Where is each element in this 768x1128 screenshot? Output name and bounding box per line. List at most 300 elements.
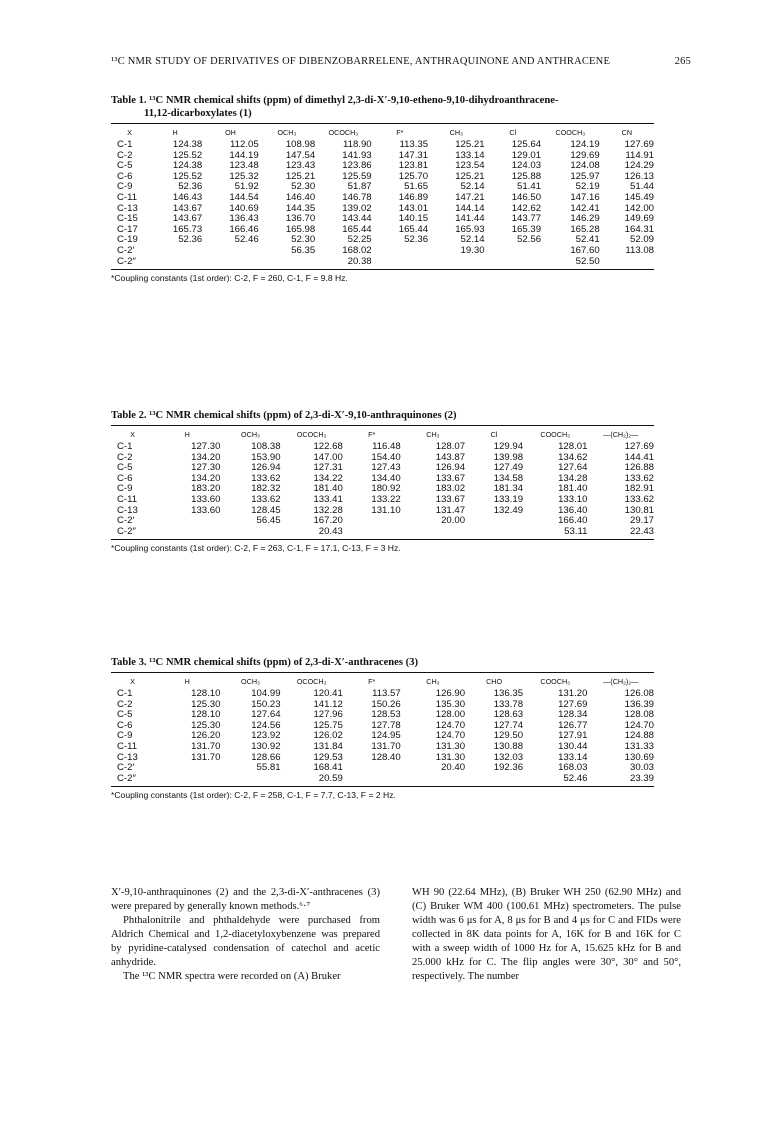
- table-cell: 128.40: [371, 751, 401, 763]
- table-cell: 166.46: [229, 223, 259, 235]
- table-cell: 146.40: [285, 191, 316, 203]
- row-label: C-2′: [117, 762, 135, 774]
- paragraph: Phthalonitrile and phthaldehyde were purchased from Aldrich Chemical and 1,2-diacetyloxybenzene was prepared by pyridine-catalysed condensation of catechol and acetic anhydride.: [111, 915, 380, 968]
- table-cell: 147.00: [313, 451, 343, 463]
- page-number: 265: [674, 56, 691, 67]
- table-cell: [220, 527, 280, 538]
- table-cell: [465, 516, 523, 527]
- table-cell: 52.09: [629, 234, 654, 246]
- row-label: C-9: [117, 483, 133, 495]
- table-cell: 112.05: [230, 139, 259, 150]
- row-label: C-17: [117, 223, 138, 235]
- table-cell: 52.30: [291, 234, 316, 246]
- table-2-caption-line1: Table 2. ¹³C NMR chemical shifts (ppm) of 2,3-di-X′-9,10-anthraquinones (2): [111, 410, 457, 421]
- table-cell: 51.87: [347, 181, 372, 193]
- row-label: C-6: [117, 719, 133, 731]
- column-header: X: [127, 127, 132, 137]
- table-cell: 136.40: [558, 504, 588, 516]
- table-cell: 125.88: [511, 170, 542, 182]
- column-header: F*: [368, 676, 376, 686]
- table-cell: 139.02: [342, 202, 372, 214]
- table-cell: [154, 516, 221, 527]
- table-row: [111, 689, 654, 700]
- table-cell: 127.30: [191, 441, 221, 452]
- table-cell: 127.69: [624, 139, 654, 150]
- table-cell: 136.39: [624, 698, 654, 710]
- table-cell: 134.22: [313, 472, 343, 484]
- table-cell: 104.99: [251, 688, 281, 699]
- table-cell: 19.30: [460, 244, 485, 256]
- table-cell: 153.90: [251, 451, 281, 463]
- table-1-caption-line1: Table 1. ¹³C NMR chemical shifts (ppm) of dimethyl 2,3-di-X′-9,10-etheno-9,10-dihydroanthracene-: [111, 95, 559, 106]
- table-cell: [154, 763, 221, 774]
- table-cell: 124.38: [172, 160, 203, 172]
- table-cell: 125.21: [285, 170, 316, 182]
- table-cell: 126.13: [624, 170, 654, 182]
- row-label: C-2: [117, 149, 133, 161]
- column-header: CH₃: [426, 429, 440, 439]
- table-cell: 127.78: [371, 719, 401, 731]
- table-cell: [485, 246, 541, 257]
- table-cell: 168.02: [342, 244, 372, 256]
- column-header: X: [130, 429, 135, 439]
- running-title: ¹³C NMR STUDY OF DERIVATIVES OF DIBENZOBARRELENE, ANTHRAQUINONE AND ANTHRACENE: [111, 56, 611, 67]
- row-label: C-19: [117, 234, 138, 246]
- table-cell: 165.44: [398, 223, 429, 235]
- table-cell: 129.01: [511, 149, 542, 161]
- table-cell: 146.29: [570, 213, 600, 225]
- table-cell: 146.43: [172, 191, 203, 203]
- table-cell: 125.59: [342, 170, 372, 182]
- table-cell: 125.52: [172, 170, 203, 182]
- table-cell: 128.08: [624, 709, 654, 721]
- table-cell: 126.88: [624, 462, 654, 474]
- table-cell: 131.70: [371, 740, 401, 752]
- table-cell: 128.53: [371, 709, 401, 721]
- table-cell: 128.01: [558, 441, 588, 452]
- table-cell: 114.91: [625, 149, 654, 161]
- table-cell: 133.62: [624, 493, 654, 505]
- table-cell: 127.43: [371, 462, 401, 474]
- table-cell: 165.98: [285, 223, 316, 235]
- table-cell: [485, 257, 541, 268]
- table-cell: 123.86: [342, 160, 372, 172]
- table-cell: 52.36: [178, 181, 203, 193]
- table-cell: 126.08: [624, 688, 654, 699]
- table-2-footnote: *Coupling constants (1st order): C-2, F = 263, C-1, F = 17.1, C-13, F = 3 Hz.: [111, 543, 401, 554]
- table-cell: 150.26: [371, 698, 401, 710]
- table-cell: 108.98: [285, 139, 316, 150]
- table-cell: 132.03: [493, 751, 524, 763]
- table-2-block: [111, 409, 654, 553]
- table-cell: 52.30: [291, 181, 316, 193]
- table-row: [111, 495, 654, 506]
- table-1-caption-line2: 11,12-dicarboxylates (1): [144, 108, 252, 119]
- table-cell: 183.02: [435, 483, 466, 495]
- table-cell: [401, 527, 465, 538]
- table-cell: 127.74: [493, 719, 524, 731]
- table-1-caption: [111, 94, 654, 120]
- column-header: —(CH₂)₂—: [603, 676, 639, 686]
- table-1: [111, 124, 654, 267]
- table-cell: 133.62: [624, 472, 654, 484]
- row-label: C-5: [117, 462, 133, 474]
- row-label: C-6: [117, 472, 133, 484]
- table-cell: 129.50: [493, 730, 524, 742]
- table-row: [111, 257, 654, 268]
- table-cell: 127.69: [558, 698, 588, 710]
- table-cell: 134.40: [371, 472, 401, 484]
- paragraph: WH 90 (22.64 MHz), (B) Bruker WH 250 (62.90 MHz) and (C) Bruker WM 400 (100.61 MHz) spectrometers. The pulse width was 6 μs for A, 8 μs for B and 4 μs for C and FIDs were collected in 8K data points for A, 16K for B and 16K for C with a sweep width of 1000 Hz for A, 15.625 kHz for B and 25.000 kHz for C. The flip angles were 30°, 30° and 50°, respectively. The number: [412, 887, 681, 982]
- table-cell: 131.10: [371, 504, 401, 516]
- table-row: [111, 774, 654, 785]
- table-cell: 128.10: [191, 688, 221, 699]
- table-cell: 129.94: [493, 441, 524, 452]
- row-label: C-2″: [117, 525, 136, 537]
- table-cell: 52.41: [575, 234, 600, 246]
- table-cell: 166.40: [558, 515, 588, 527]
- table-cell: 165.93: [455, 223, 485, 235]
- table-cell: 133.22: [371, 493, 401, 505]
- table-cell: [372, 257, 428, 268]
- table-cell: 125.30: [191, 719, 221, 731]
- table-cell: 51.65: [404, 181, 429, 193]
- table-cell: [154, 774, 221, 785]
- table-row: [111, 246, 654, 257]
- table-cell: 52.36: [178, 234, 203, 246]
- table-cell: [148, 257, 202, 268]
- column-header: OH: [225, 127, 236, 137]
- column-header: COOCH₃: [540, 676, 571, 686]
- table-cell: 52.14: [460, 181, 485, 193]
- table-cell: 116.48: [372, 441, 401, 452]
- table-header-row: [111, 673, 654, 689]
- table-cell: 144.35: [285, 202, 316, 214]
- table-cell: 123.81: [398, 160, 429, 172]
- column-header: OCH₃: [277, 127, 297, 137]
- column-header: OCH₃: [241, 429, 260, 439]
- table-2-bottom-rule: [111, 539, 654, 540]
- row-label: C-11: [117, 191, 138, 203]
- table-cell: 182.91: [624, 483, 654, 495]
- column-header: Cl: [490, 429, 498, 439]
- column-header: OCOCH₃: [296, 429, 327, 439]
- table-cell: 124.95: [371, 730, 401, 742]
- table-row: [111, 140, 654, 151]
- column-header: OCOCH₃: [296, 676, 327, 686]
- table-cell: 133.62: [251, 472, 281, 484]
- table-cell: 51.92: [234, 181, 259, 193]
- table-cell: 113.35: [399, 139, 429, 150]
- table-cell: 144.19: [229, 149, 259, 161]
- table-cell: 125.52: [172, 149, 203, 161]
- row-label: C-5: [117, 160, 133, 172]
- table-cell: 142.41: [570, 202, 600, 214]
- table-cell: 146.89: [398, 191, 429, 203]
- table-cell: 141.12: [313, 698, 343, 710]
- table-cell: 52.25: [347, 234, 372, 246]
- table-cell: 122.68: [313, 441, 343, 452]
- table-cell: 164.31: [624, 223, 654, 235]
- table-cell: 52.14: [460, 234, 485, 246]
- table-cell: 20.00: [441, 515, 466, 527]
- table-cell: 146.78: [342, 191, 372, 203]
- table-cell: 144.41: [624, 451, 654, 463]
- table-cell: 126.94: [251, 462, 281, 474]
- table-2: [111, 426, 654, 537]
- body-column-left: [111, 886, 380, 984]
- table-row: [111, 193, 654, 204]
- table-cell: 127.96: [313, 709, 343, 721]
- table-cell: 126.20: [191, 730, 221, 742]
- table-3-footnote: *Coupling constants (1st order): C-2, F = 258, C-1, F = 7.7, C-13, F = 2 Hz.: [111, 790, 396, 801]
- table-cell: 180.92: [371, 483, 401, 495]
- row-label: C-11: [117, 493, 138, 505]
- table-cell: 113.57: [372, 688, 401, 699]
- row-label: C-1: [117, 441, 133, 452]
- table-cell: 131.70: [191, 751, 221, 763]
- table-cell: 124.03: [511, 160, 542, 172]
- table-cell: 133.78: [493, 698, 524, 710]
- table-cell: 147.31: [398, 149, 429, 161]
- column-header: COOCH₃: [555, 127, 586, 137]
- table-cell: 147.54: [285, 149, 316, 161]
- column-header: H: [184, 676, 190, 686]
- table-cell: 147.16: [570, 191, 600, 203]
- table-cell: 145.49: [624, 191, 654, 203]
- table-cell: 128.66: [251, 751, 281, 763]
- column-header: OCOCH₃: [328, 127, 359, 137]
- table-cell: 128.07: [435, 441, 466, 452]
- paragraph: X′-9,10-anthraquinones (2) and the 2,3-di-X′-anthracenes (3) were prepared by generally known methods.⁶·⁷: [111, 887, 380, 912]
- row-label: C-1: [117, 139, 133, 150]
- table-cell: [154, 527, 221, 538]
- column-header: OCH₃: [241, 676, 260, 686]
- table-cell: 131.47: [435, 504, 466, 516]
- table-cell: 56.45: [256, 515, 281, 527]
- column-header: CHO: [486, 676, 503, 686]
- table-cell: 139.98: [493, 451, 524, 463]
- table-cell: 56.35: [291, 244, 316, 256]
- table-cell: 143.01: [398, 202, 429, 214]
- table-cell: 131.20: [558, 688, 588, 699]
- table-1-bottom-rule: [111, 269, 654, 270]
- table-cell: [202, 257, 258, 268]
- table-cell: 128.34: [558, 709, 588, 721]
- table-cell: 23.39: [629, 772, 654, 784]
- table-cell: 133.60: [191, 504, 221, 516]
- table-cell: 125.21: [455, 139, 485, 150]
- table-cell: [220, 774, 280, 785]
- table-cell: 53.11: [564, 525, 588, 537]
- table-3-block: [111, 656, 654, 800]
- table-cell: 51.41: [517, 181, 542, 193]
- table-cell: 124.70: [435, 730, 466, 742]
- table-cell: 126.77: [558, 719, 588, 731]
- table-cell: 133.67: [435, 493, 466, 505]
- table-cell: 125.21: [455, 170, 485, 182]
- table-cell: 133.19: [493, 493, 524, 505]
- table-cell: 123.43: [285, 160, 316, 172]
- table-cell: 113.08: [625, 244, 654, 256]
- row-label: C-1: [117, 688, 133, 699]
- table-cell: 132.49: [493, 504, 524, 516]
- table-cell: 126.90: [435, 688, 466, 699]
- table-cell: 52.36: [404, 234, 429, 246]
- table-cell: [343, 516, 401, 527]
- table-cell: 165.44: [342, 223, 372, 235]
- table-cell: 181.40: [558, 483, 588, 495]
- row-label: C-2: [117, 451, 133, 463]
- table-2-caption: [111, 409, 654, 422]
- table-cell: [428, 257, 484, 268]
- table-cell: 134.58: [493, 472, 524, 484]
- table-cell: 182.32: [251, 483, 281, 495]
- table-cell: 127.30: [191, 462, 221, 474]
- row-label: C-2: [117, 698, 133, 710]
- row-label: C-13: [117, 751, 138, 763]
- table-cell: 134.62: [558, 451, 588, 463]
- table-cell: 147.21: [455, 191, 485, 203]
- table-cell: [259, 257, 315, 268]
- table-cell: [465, 527, 523, 538]
- table-cell: 133.67: [435, 472, 466, 484]
- row-label: C-13: [117, 504, 138, 516]
- table-cell: 132.28: [313, 504, 343, 516]
- row-label: C-2″: [117, 772, 136, 784]
- table-cell: 165.28: [570, 223, 600, 235]
- row-label: C-2′: [117, 515, 135, 527]
- table-cell: [465, 774, 523, 785]
- table-cell: 192.36: [493, 762, 524, 774]
- table-cell: [600, 257, 654, 268]
- table-cell: 128.45: [251, 504, 281, 516]
- table-cell: 134.20: [191, 451, 221, 463]
- table-cell: 51.44: [629, 181, 654, 193]
- table-cell: 143.87: [435, 451, 466, 463]
- table-cell: 125.64: [511, 139, 542, 150]
- table-cell: 29.17: [629, 515, 654, 527]
- body-column-right: [412, 886, 681, 984]
- table-cell: 123.48: [229, 160, 259, 172]
- row-label: C-2″: [117, 255, 136, 267]
- table-cell: [148, 246, 202, 257]
- table-cell: 167.60: [570, 244, 600, 256]
- table-3-caption: [111, 656, 654, 669]
- column-header: CH₃: [449, 127, 463, 137]
- table-cell: 52.46: [563, 772, 588, 784]
- table-cell: 141.93: [342, 149, 372, 161]
- table-cell: 136.43: [229, 213, 259, 225]
- table-cell: 154.40: [371, 451, 401, 463]
- table-cell: 131.33: [624, 740, 654, 752]
- table-cell: 143.67: [172, 213, 203, 225]
- table-cell: 125.70: [398, 170, 429, 182]
- column-header: X: [130, 676, 135, 686]
- table-cell: 125.30: [191, 698, 221, 710]
- table-cell: 22.43: [629, 525, 654, 537]
- table-cell: 142.62: [511, 202, 542, 214]
- table-cell: 141.44: [455, 213, 485, 225]
- table-cell: 128.00: [435, 709, 466, 721]
- column-header: H: [172, 127, 178, 137]
- table-cell: 20.43: [318, 525, 343, 537]
- table-cell: 144.54: [229, 191, 259, 203]
- table-cell: 130.69: [624, 751, 654, 763]
- table-header-row: [111, 426, 654, 442]
- table-cell: 130.44: [558, 740, 588, 752]
- table-cell: 140.69: [229, 202, 259, 214]
- table-cell: 118.90: [342, 139, 372, 150]
- table-cell: 126.94: [435, 462, 466, 474]
- column-header: CH₃: [426, 676, 440, 686]
- table-cell: 130.92: [251, 740, 281, 752]
- table-3-bottom-rule: [111, 786, 654, 787]
- row-label: C-11: [117, 740, 138, 752]
- table-cell: [401, 774, 465, 785]
- table-cell: 133.14: [455, 149, 485, 161]
- table-cell: 146.50: [511, 191, 542, 203]
- table-cell: 133.10: [558, 493, 588, 505]
- table-cell: 144.14: [455, 202, 485, 214]
- table-1-block: [111, 94, 654, 283]
- column-header: Cl: [509, 127, 517, 137]
- table-cell: 135.30: [435, 698, 466, 710]
- row-label: C-2′: [117, 244, 135, 256]
- table-cell: 128.63: [493, 709, 524, 721]
- table-cell: [372, 246, 428, 257]
- table-cell: 129.69: [570, 149, 600, 161]
- table-3-caption-line1: Table 3. ¹³C NMR chemical shifts (ppm) of 2,3-di-X′-anthracenes (3): [111, 657, 419, 668]
- table-row: [111, 742, 654, 753]
- row-label: C-13: [117, 202, 138, 214]
- table-cell: 52.56: [517, 234, 542, 246]
- table-3: [111, 673, 654, 784]
- table-cell: 125.75: [313, 719, 343, 731]
- table-1-footnote: *Coupling constants (1st order): C-2, F = 260, C-1, F = 9.8 Hz.: [111, 273, 348, 284]
- table-cell: [343, 527, 401, 538]
- table-cell: 120.41: [313, 688, 343, 699]
- table-cell: 124.29: [624, 160, 654, 172]
- table-cell: [343, 763, 401, 774]
- row-label: C-6: [117, 170, 133, 182]
- table-row: [111, 442, 654, 453]
- running-header: [111, 56, 691, 72]
- table-cell: 131.70: [191, 740, 221, 752]
- table-cell: 131.30: [435, 751, 466, 763]
- row-label: C-15: [117, 213, 138, 225]
- table-cell: 134.28: [558, 472, 588, 484]
- table-cell: 134.20: [191, 472, 221, 484]
- table-cell: 124.70: [624, 719, 654, 731]
- table-cell: 55.81: [256, 762, 281, 774]
- table-cell: 124.88: [624, 730, 654, 742]
- table-cell: [343, 774, 401, 785]
- table-cell: 150.23: [251, 698, 281, 710]
- table-cell: 128.10: [191, 709, 221, 721]
- table-cell: 181.40: [313, 483, 343, 495]
- table-cell: 136.35: [493, 688, 524, 699]
- table-cell: 124.38: [172, 139, 203, 150]
- table-cell: 30.03: [629, 762, 654, 774]
- table-cell: 140.15: [398, 213, 429, 225]
- table-cell: 131.84: [313, 740, 343, 752]
- table-cell: 165.73: [172, 223, 203, 235]
- table-cell: 133.62: [251, 493, 281, 505]
- table-cell: 20.59: [318, 772, 343, 784]
- table-cell: 136.70: [285, 213, 316, 225]
- row-label: C-9: [117, 730, 133, 742]
